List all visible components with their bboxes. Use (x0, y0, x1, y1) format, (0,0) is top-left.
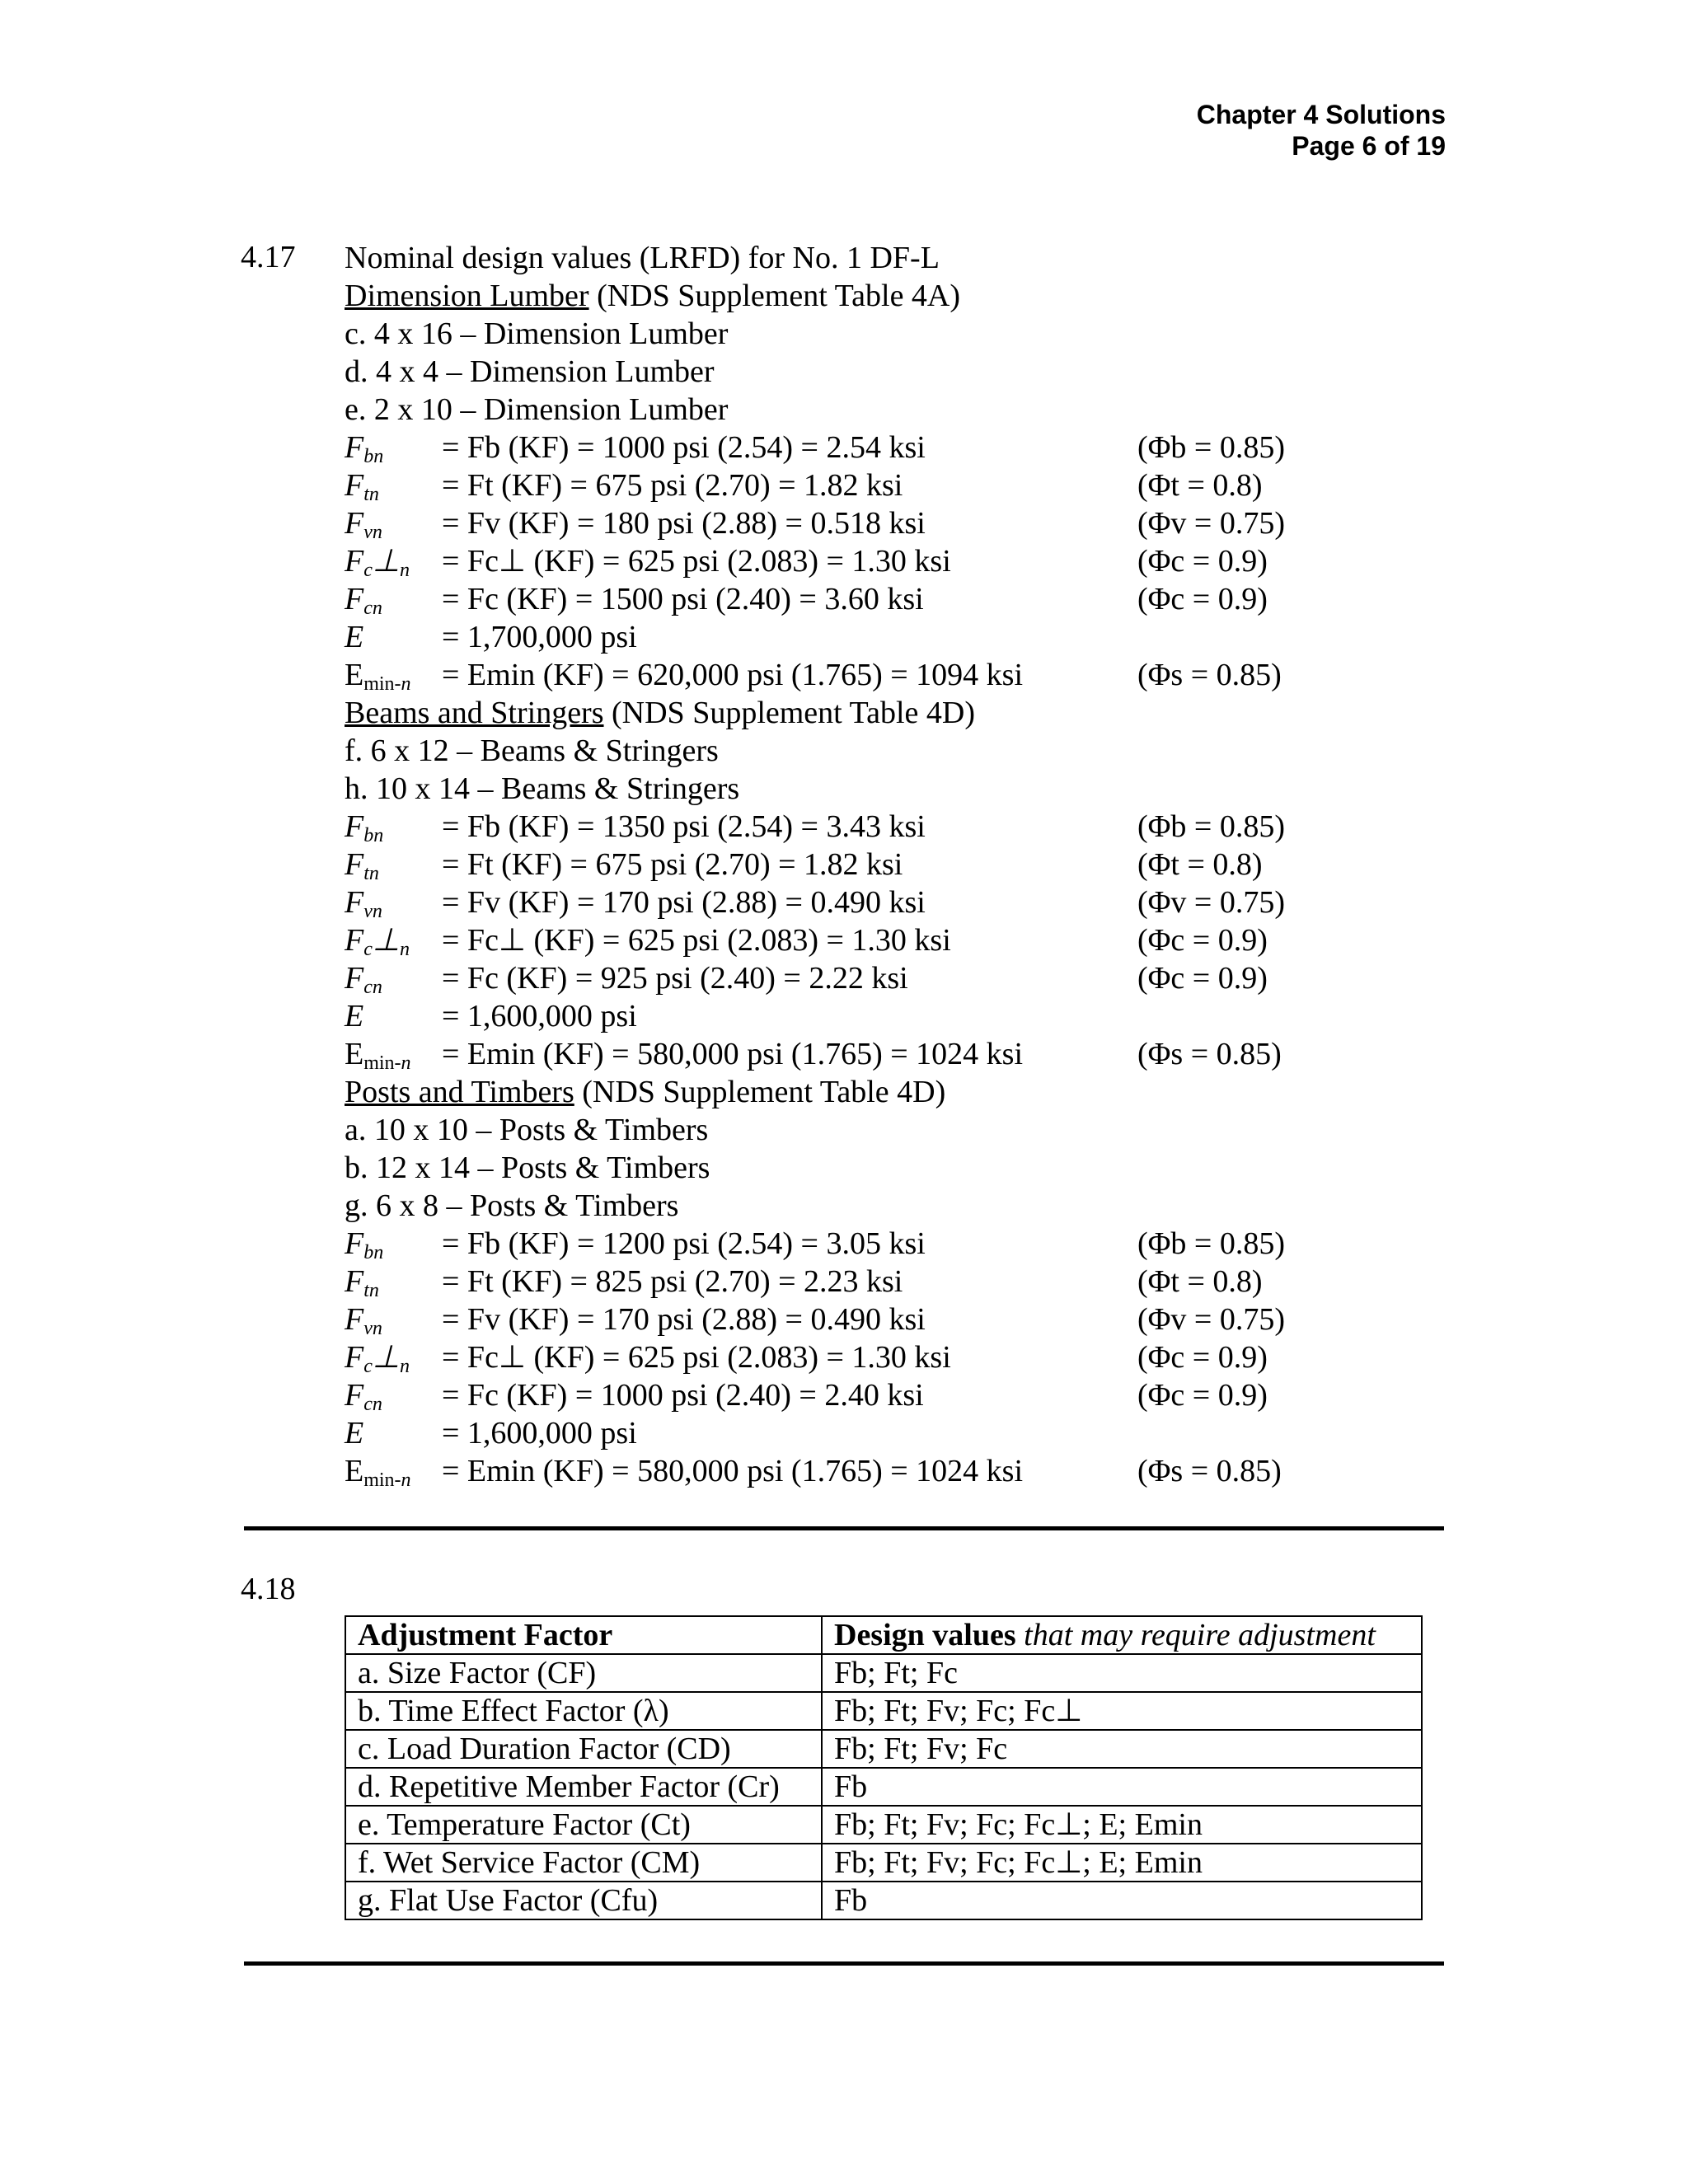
phi-factor: (Φt = 0.8) (1137, 468, 1263, 503)
section-divider (244, 1526, 1444, 1530)
table-row (345, 1768, 1422, 1806)
factor-cell: a. Size Factor (CF) (345, 1654, 822, 1692)
symbol-e: E (345, 620, 364, 654)
member-item: g. 6 x 8 – Posts & Timbers (345, 1188, 679, 1223)
symbol-fbn: $F_{bn}$ (345, 430, 384, 467)
equation-ftn: = Ft (KF) = 675 psi (2.70) = 1.82 ksi (442, 847, 903, 882)
symbol-emin-n: $E_{min-n}$ (345, 1037, 411, 1074)
values-cell: Fb; Ft; Fv; Fc (822, 1730, 1422, 1768)
equation-e: = 1,700,000 psi (442, 620, 637, 654)
table-row (345, 1806, 1422, 1844)
factor-cell: f. Wet Service Factor (CM) (345, 1844, 822, 1882)
equation-fc-perp-n: = Fc⊥ (KF) = 625 psi (2.083) = 1.30 ksi (442, 544, 951, 579)
phi-factor: (Φc = 0.9) (1137, 1340, 1268, 1375)
equation-emin-n: = Emin (KF) = 580,000 psi (1.765) = 1024 ksi (442, 1037, 1024, 1071)
phi-factor: (Φs = 0.85) (1137, 658, 1282, 692)
section-heading-dimension-lumber (345, 277, 960, 315)
member-item: b. 12 x 14 – Posts & Timbers (345, 1151, 710, 1185)
symbol-fc-perp-n: $F_c\perp_n$ (345, 923, 410, 960)
adjustment-factor-table (345, 1615, 1423, 1920)
phi-factor: (Φb = 0.85) (1137, 1226, 1286, 1261)
phi-factor: (Φt = 0.8) (1137, 847, 1263, 882)
header-left-text: Adjustment Factor (358, 1618, 613, 1652)
member-item: e. 2 x 10 – Dimension Lumber (345, 392, 729, 427)
table-row (345, 1882, 1422, 1919)
equation-fbn: = Fb (KF) = 1200 psi (2.54) = 3.05 ksi (442, 1226, 926, 1261)
factor-cell: c. Load Duration Factor (CD) (345, 1730, 822, 1768)
member-item: c. 4 x 16 – Dimension Lumber (345, 316, 729, 351)
header-right-bold: Design values (834, 1618, 1016, 1652)
equation-fvn: = Fv (KF) = 170 psi (2.88) = 0.490 ksi (442, 1302, 926, 1337)
member-item: a. 10 x 10 – Posts & Timbers (345, 1113, 709, 1147)
section-reference: (NDS Supplement Table 4D) (603, 696, 975, 730)
values-cell: Fb (822, 1882, 1422, 1919)
symbol-fbn: $F_{bn}$ (345, 1226, 384, 1263)
phi-factor: (Φs = 0.85) (1137, 1454, 1282, 1488)
page-header (1197, 99, 1446, 162)
symbol-ftn: $F_{tn}$ (345, 1264, 379, 1301)
equation-fbn: = Fb (KF) = 1350 psi (2.54) = 3.43 ksi (442, 809, 926, 844)
equation-fcn: = Fc (KF) = 1000 psi (2.40) = 2.40 ksi (442, 1378, 924, 1413)
table-row (345, 1730, 1422, 1768)
header-right-italic: that may require adjustment (1015, 1618, 1376, 1652)
table-row (345, 1844, 1422, 1882)
symbol-emin-n: $E_{min-n}$ (345, 658, 411, 695)
section-heading-text: Posts and Timbers (345, 1075, 574, 1109)
symbol-fcn: $F_{cn}$ (345, 961, 382, 998)
factor-cell: g. Flat Use Factor (Cfu) (345, 1882, 822, 1919)
phi-factor: (Φc = 0.9) (1137, 582, 1268, 616)
equation-fcn: = Fc (KF) = 1500 psi (2.40) = 3.60 ksi (442, 582, 924, 616)
section-reference: (NDS Supplement Table 4D) (574, 1075, 946, 1109)
phi-factor: (Φc = 0.9) (1137, 923, 1268, 958)
member-item: d. 4 x 4 – Dimension Lumber (345, 354, 715, 389)
problem-title: Nominal design values (LRFD) for No. 1 DF-L (345, 241, 940, 275)
section-reference: (NDS Supplement Table 4A) (588, 279, 961, 313)
table-header-row (345, 1616, 1422, 1654)
phi-factor: (Φs = 0.85) (1137, 1037, 1282, 1071)
equation-fvn: = Fv (KF) = 180 psi (2.88) = 0.518 ksi (442, 506, 926, 541)
phi-factor: (Φc = 0.9) (1137, 1378, 1268, 1413)
equation-fc-perp-n: = Fc⊥ (KF) = 625 psi (2.083) = 1.30 ksi (442, 1340, 951, 1375)
member-item: f. 6 x 12 – Beams & Stringers (345, 733, 719, 768)
phi-factor: (Φv = 0.75) (1137, 1302, 1286, 1337)
factor-cell: e. Temperature Factor (Ct) (345, 1806, 822, 1844)
equation-e: = 1,600,000 psi (442, 1416, 637, 1451)
page-number: Page 6 of 19 (1292, 131, 1446, 161)
equation-ftn: = Ft (KF) = 675 psi (2.70) = 1.82 ksi (442, 468, 903, 503)
phi-factor: (Φv = 0.75) (1137, 506, 1286, 541)
factor-cell: b. Time Effect Factor (λ) (345, 1692, 822, 1730)
equation-emin-n: = Emin (KF) = 620,000 psi (1.765) = 1094 ksi (442, 658, 1024, 692)
symbol-fvn: $F_{vn}$ (345, 506, 382, 543)
equation-emin-n: = Emin (KF) = 580,000 psi (1.765) = 1024 ksi (442, 1454, 1024, 1488)
symbol-fbn: $F_{bn}$ (345, 809, 384, 846)
symbol-fc-perp-n: $F_c\perp_n$ (345, 1340, 410, 1377)
phi-factor: (Φv = 0.75) (1137, 885, 1286, 920)
symbol-fvn: $F_{vn}$ (345, 1302, 382, 1339)
symbol-e: E (345, 999, 364, 1033)
values-cell: Fb; Ft; Fc (822, 1654, 1422, 1692)
header-design-values (822, 1616, 1422, 1654)
problem-number-4-17: 4.17 (241, 240, 296, 274)
section-heading-posts-timbers (345, 1073, 945, 1111)
values-cell: Fb; Ft; Fv; Fc; Fc⊥ (822, 1692, 1422, 1730)
equation-fbn: = Fb (KF) = 1000 psi (2.54) = 2.54 ksi (442, 430, 926, 465)
equation-fc-perp-n: = Fc⊥ (KF) = 625 psi (2.083) = 1.30 ksi (442, 923, 951, 958)
phi-factor: (Φb = 0.85) (1137, 430, 1286, 465)
symbol-e: E (345, 1416, 364, 1451)
phi-factor: (Φb = 0.85) (1137, 809, 1286, 844)
equation-e: = 1,600,000 psi (442, 999, 637, 1033)
phi-factor: (Φt = 0.8) (1137, 1264, 1263, 1299)
phi-factor: (Φc = 0.9) (1137, 961, 1268, 996)
symbol-fc-perp-n: $F_c\perp_n$ (345, 544, 410, 581)
equation-fvn: = Fv (KF) = 170 psi (2.88) = 0.490 ksi (442, 885, 926, 920)
factor-cell: d. Repetitive Member Factor (Cr) (345, 1768, 822, 1806)
equation-ftn: = Ft (KF) = 825 psi (2.70) = 2.23 ksi (442, 1264, 903, 1299)
member-item: h. 10 x 14 – Beams & Stringers (345, 771, 740, 806)
symbol-emin-n: $E_{min-n}$ (345, 1454, 411, 1491)
table-row (345, 1692, 1422, 1730)
values-cell: Fb; Ft; Fv; Fc; Fc⊥; E; Emin (822, 1844, 1422, 1882)
section-heading-text: Dimension Lumber (345, 279, 589, 313)
section-heading-beams-stringers (345, 694, 975, 732)
symbol-ftn: $F_{tn}$ (345, 847, 379, 884)
section-divider (244, 1961, 1444, 1966)
problem-number-4-18: 4.18 (241, 1572, 296, 1606)
values-cell: Fb (822, 1768, 1422, 1806)
values-cell: Fb; Ft; Fv; Fc; Fc⊥; E; Emin (822, 1806, 1422, 1844)
header-adjustment-factor (345, 1616, 822, 1654)
chapter-title: Chapter 4 Solutions (1196, 100, 1446, 129)
symbol-ftn: $F_{tn}$ (345, 468, 379, 505)
table-row (345, 1654, 1422, 1692)
section-heading-text: Beams and Stringers (345, 696, 604, 730)
symbol-fcn: $F_{cn}$ (345, 582, 382, 619)
phi-factor: (Φc = 0.9) (1137, 544, 1268, 579)
equation-fcn: = Fc (KF) = 925 psi (2.40) = 2.22 ksi (442, 961, 908, 996)
symbol-fvn: $F_{vn}$ (345, 885, 382, 922)
symbol-fcn: $F_{cn}$ (345, 1378, 382, 1415)
